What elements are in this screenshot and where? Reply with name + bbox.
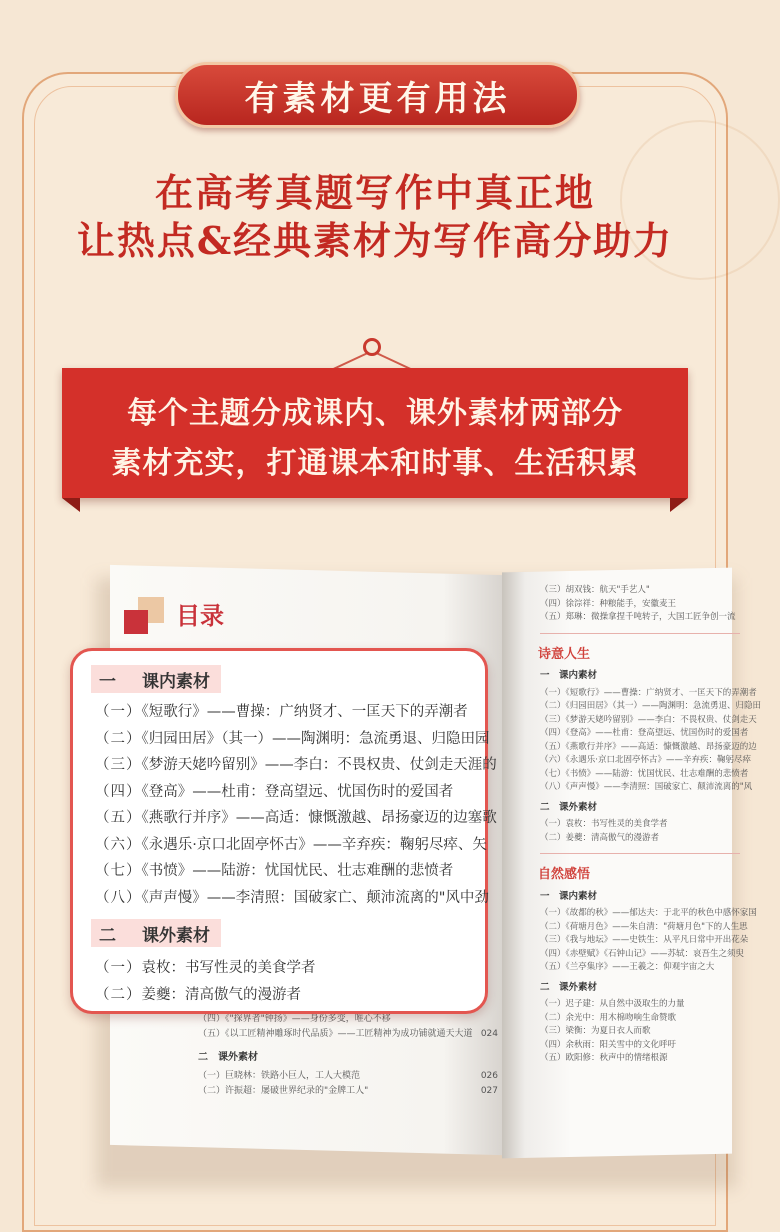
list-item: （二）余光中：用木棉吻响生命赞歌 [540, 1012, 677, 1023]
list-item: （六）《永遇乐·京口北固亭怀古》——辛弃疾：鞠躬尽瘁、矢 [95, 836, 487, 853]
list-item: （三）梁衡：为夏日衣人而歌 [540, 1026, 651, 1036]
list-item: （八）《声声慢》——李清照：国破家亡、颠沛流离的"风 [540, 782, 753, 792]
list-item: （一）《故都的秋》——郁达夫：于北平的秋色中感怀家国 [540, 908, 757, 918]
section-heading: 一 课内素材 [540, 890, 598, 902]
list-item: （三）胡双钱：航天"手艺人" [540, 585, 650, 595]
section-heading: 二 课外素材 [540, 981, 598, 993]
list-item: （七）《书愤》——陆游：忧国忧民、壮志难酬的悲愤者 [540, 768, 749, 779]
list-item: （二）《荷塘月色》——朱自清："荷塘月色"下的人生思 [540, 921, 748, 932]
list-item: （五）郑琳：微操拿捏千吨转子，大国工匠争创一流 [540, 612, 736, 622]
list-item: （一）《短歌行》——曹操：广纳贤才、一匡天下的弄潮者 [540, 687, 757, 698]
list-item: （五）《燕歌行并序》——高适：慷慨激越、昂扬豪迈的边 [540, 741, 757, 752]
section-heading-extracurricular: 二 课外素材 [91, 919, 221, 947]
list-item: （一）迟子建：从自然中汲取生的力量 [540, 999, 685, 1009]
right-page-content [538, 584, 762, 1066]
in-class-list [95, 699, 497, 911]
list-item: （七）《书愤》——陆游：忧国忧民、壮志难酬的悲愤者 [95, 863, 454, 879]
hanger-ring-icon [363, 338, 381, 356]
list-item: （一）《短歌行》——曹操：广纳贤才、一匡天下的弄潮者 [95, 704, 468, 720]
section-heading: 二 课外素材 [198, 1052, 258, 1063]
title-banner [175, 62, 580, 128]
callout-line-2: 素材充实，打通课本和时事、生活积累 [111, 446, 639, 481]
list-item: （三）《梦游天姥吟留别》——李白：不畏权贵、仗剑走天 [540, 714, 757, 725]
section-title: 诗意人生 [538, 646, 591, 662]
toc-decor-square-red [124, 610, 148, 634]
list-item: （四）《登高》——杜甫：登高望远、忧国伤时的爱国者 [95, 783, 454, 800]
list-item: （二）《归园田居》（其一）——陶渊明：急流勇退、归隐田 [540, 701, 762, 711]
list-item: （五）《以工匠精神雕琢时代品质》——工匠精神为成功铺就通天大道 024 [198, 1029, 498, 1039]
list-item: （四）徐淙祥：种粮能手，安徽麦王 [540, 598, 677, 609]
list-item: （四）《赤壁赋》《石钟山记》——苏轼：哀吾生之须臾 [540, 948, 745, 959]
list-item: （二）《归园田居》（其一）——陶渊明：急流勇退、归隐田园 [95, 730, 490, 747]
list-item: （五）《兰亭集序》——王羲之：仰观宇宙之大 [540, 962, 715, 972]
list-item: （八）《声声慢》——李清照：国破家亡、颠沛流离的"风中劲 [95, 889, 489, 906]
toc-title: 目录 [176, 602, 224, 630]
zoom-callout-card [70, 648, 497, 1014]
list-item: （一）巨晓林：铁路小巨人，工人大模范 026 [198, 1071, 498, 1081]
list-item: （二）姜夔：清高傲气的漫游者 [540, 832, 660, 843]
ribbon-fold-right [670, 498, 688, 512]
list-item: （三）《我与地坛》——史铁生：从平凡日常中开出花朵 [540, 935, 749, 945]
list-item: （五）欧阳修：秋声中的情绪根源 [540, 1053, 668, 1063]
section-heading: 二 课外素材 [540, 801, 598, 813]
callout-line-1: 每个主题分成课内、课外素材两部分 [127, 396, 623, 431]
left-page-list [198, 1012, 498, 1099]
headline-line-2: 让热点&经典素材为写作高分助力 [76, 218, 674, 263]
list-item: （六）《永遇乐·京口北固亭怀古》——辛弃疾：鞠躬尽瘁 [540, 755, 751, 765]
list-item: （二）许振超：屡破世界纪录的"金牌工人" 027 [198, 1086, 498, 1096]
list-item: （二）姜夔：清高傲气的漫游者 [95, 986, 301, 1003]
extracurricular-list [95, 955, 316, 1008]
list-item: （四）余秋雨：阳关雪中的文化呼吁 [540, 1039, 677, 1050]
list-item: （四）《登高》——杜甫：登高望远、忧国伤时的爱国者 [540, 728, 749, 738]
section-heading: 一 课内素材 [540, 670, 598, 681]
headline-line-1: 在高考真题写作中真正地 [154, 170, 595, 215]
list-item: （一）袁枚：书写性灵的美食学者 [95, 960, 316, 976]
section-title: 自然感悟 [538, 867, 591, 882]
ribbon-fold-left [62, 498, 80, 512]
section-divider [540, 853, 740, 854]
list-item: （三）《梦游天姥吟留别》——李白：不畏权贵、仗剑走天涯的 [95, 757, 497, 773]
banner-title: 有素材更有用法 [244, 78, 511, 119]
list-item: （一）袁枚：书写性灵的美食学者 [540, 819, 668, 829]
list-item: （五）《燕歌行并序》——高适：慷慨激越、昂扬豪迈的边塞歌 [95, 810, 497, 826]
callout-box [62, 368, 688, 498]
section-divider [540, 633, 740, 634]
section-heading-in-class: 一 课内素材 [91, 665, 221, 693]
list-item: （四）《"探界者"钟扬》——身份多变，唯心不移 [198, 1014, 391, 1024]
